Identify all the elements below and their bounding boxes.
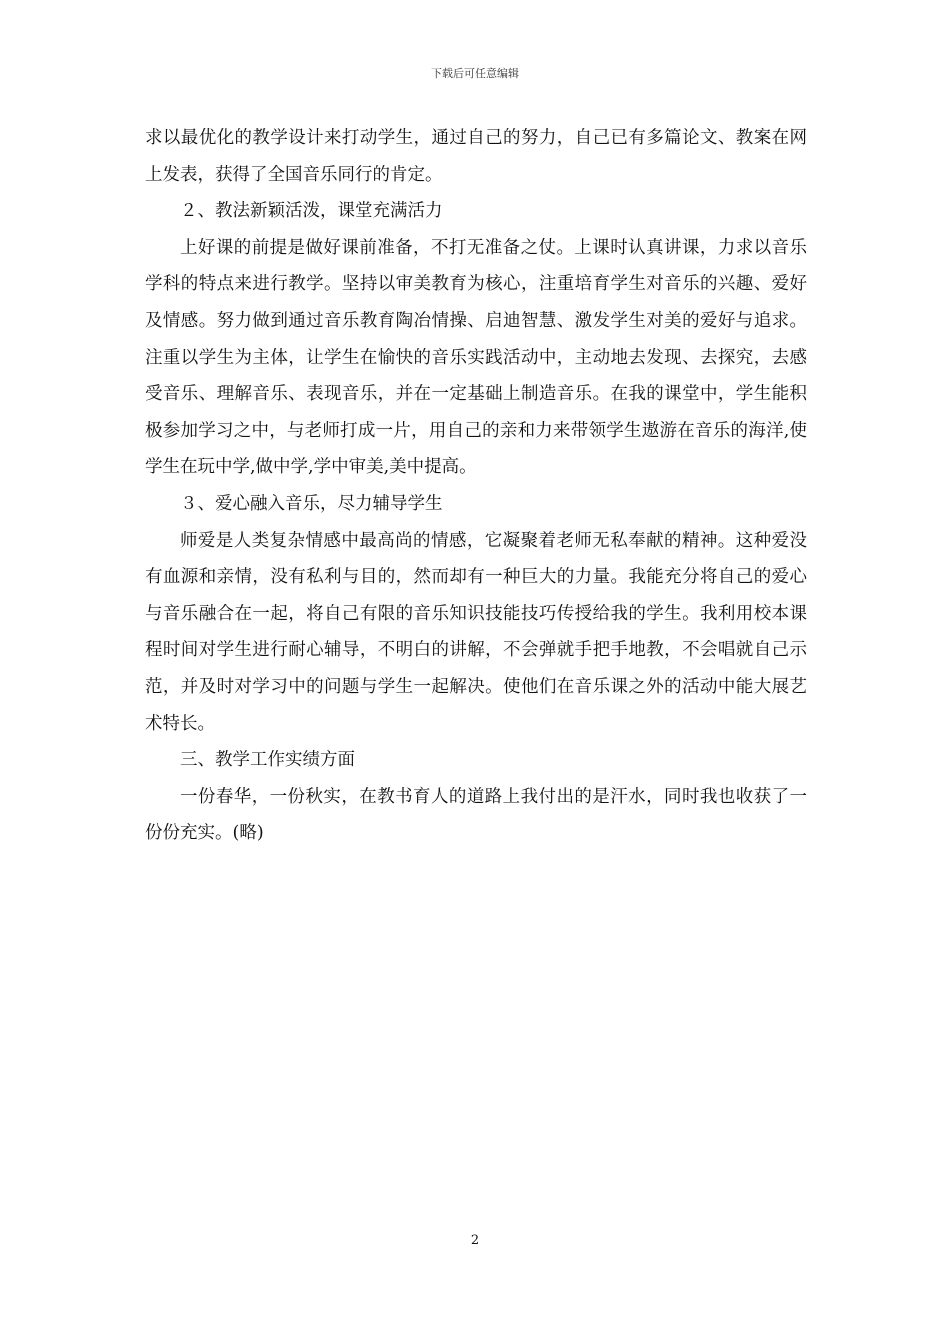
paragraph-achievements: 一份春华，一份秋实，在教书育人的道路上我付出的是汗水，同时我也收获了一份份充实。(略): [145, 786, 807, 844]
paragraph-love-music: 师爱是人类复杂情感中最高尚的情感，它凝聚着老师无私奉献的精神。这种爱没有血源和亲情，没有私利与目的，然而却有一种巨大的力量。我能充分将自己的爱心与音乐融合在一起，将自己有限的音乐知识技能技巧传授给我的学生。我利用校本课程时间对学生进行耐心辅导，不明白的讲解，不会弹就手把手地教，不会唱就自己示范，并及时对学习中的问题与学生一起解决。使他们在音乐课之外的活动中能大展艺术特长。: [145, 530, 807, 734]
section-heading-achievements: 三、教学工作实绩方面: [180, 750, 355, 771]
paragraph-teaching-method: 上好课的前提是做好课前准备，不打无准备之仗。上课时认真讲课，力求以音乐学科的特点来进行教学。坚持以审美教育为核心，注重培育学生对音乐的兴趣、爱好及情感。努力做到通过音乐教育陶冶情操、启迪智慧、激发学生对美的爱好与追求。注重以学生为主体，让学生在愉快的音乐实践活动中，主动地去发现、去探究，去感受音乐、理解音乐、表现音乐，并在一定基础上制造音乐。在我的课堂中，学生能积极参加学习之中，与老师打成一片，用自己的亲和力来带领学生遨游在音乐的海洋,使学生在玩中学,做中学,学中审美,美中提高。: [145, 237, 807, 478]
paragraph-continued: 求以最优化的教学设计来打动学生，通过自己的努力，自己已有多篇论文、教案在网上发表，获得了全国音乐同行的肯定。: [145, 128, 807, 185]
section-heading-love-music: ３、爱心融入音乐，尽力辅导学生: [180, 493, 443, 514]
section-heading-teaching-method: ２、教法新颖活泼，课堂充满活力: [180, 201, 443, 222]
document-body: [145, 120, 807, 852]
page-header: 下载后可任意编辑: [431, 67, 519, 80]
page-number: 2: [470, 1233, 480, 1248]
